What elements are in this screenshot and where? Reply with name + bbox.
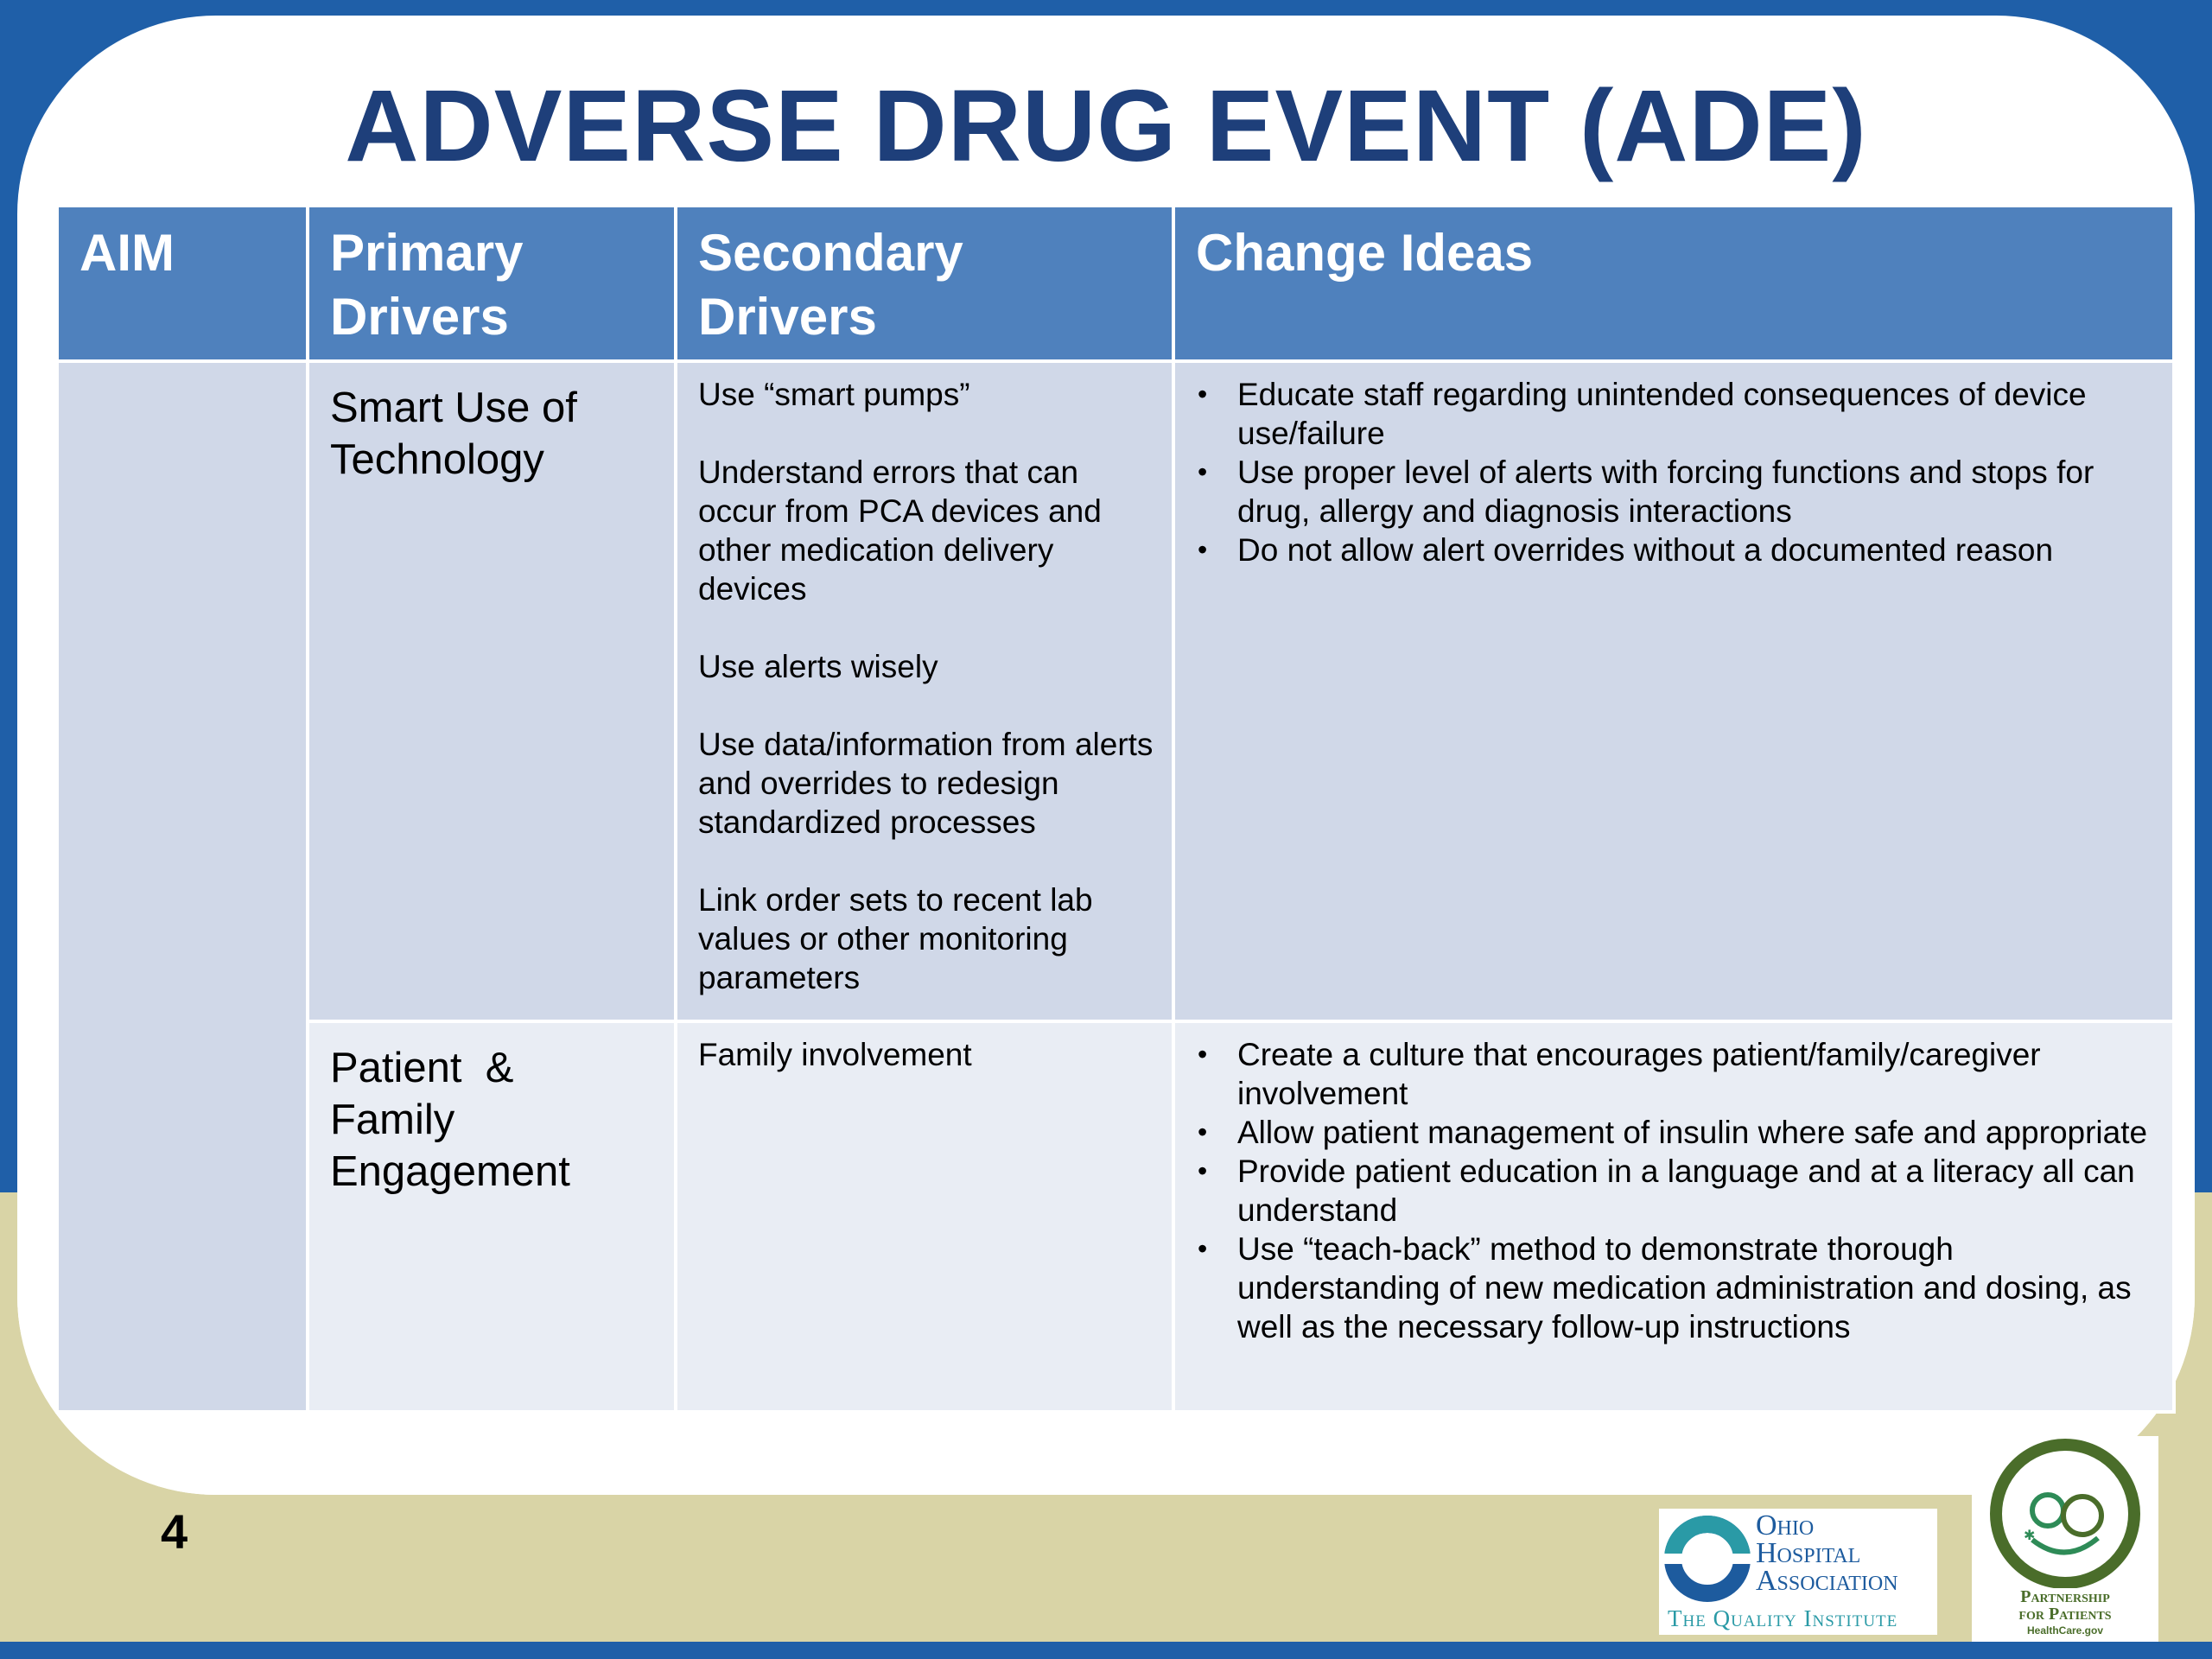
slide-title: ADVERSE DRUG EVENT (ADE): [345, 69, 1867, 183]
pfp-url: HealthCare.gov: [2026, 1624, 2104, 1637]
header-primary-drivers: [308, 206, 676, 361]
header-aim: AIM: [57, 206, 308, 361]
secondary-driver: Understand errors that can occur from PCA devices and other medication delivery devices: [698, 454, 1102, 607]
table-header-row: [57, 206, 2174, 361]
aim-cell: [57, 361, 308, 1412]
change-ideas-list: [1196, 375, 2155, 569]
oha-ring-icon: [1662, 1514, 1758, 1609]
secondary-driver: Use “smart pumps”: [698, 377, 970, 412]
secondary-drivers-cell: [676, 361, 1173, 1021]
primary-driver-line: Family: [330, 1096, 455, 1143]
change-ideas-list: [1196, 1035, 2155, 1346]
header-secondary-drivers: [676, 206, 1173, 361]
pfp-name-line: Partnership: [2020, 1587, 2110, 1606]
page-number: 4: [161, 1504, 188, 1559]
change-idea-item: • Provide patient education in a language and at a literacy all can understand: [1237, 1152, 2155, 1230]
partnership-for-patients-logo: [1972, 1436, 2158, 1642]
primary-driver-cell: [308, 1021, 676, 1412]
oha-name-line: Hospital: [1756, 1537, 1861, 1569]
header-primary-line1: Primary: [330, 224, 524, 282]
change-idea-item: • Educate staff regarding unintended consequences of device use/failure: [1237, 375, 2155, 453]
header-secondary-line2: Drivers: [698, 288, 877, 346]
pfp-name-line: for Patients: [2018, 1605, 2112, 1624]
change-idea-item: • Do not allow alert overrides without a documented reason: [1237, 531, 2155, 569]
change-ideas-cell: [1173, 1021, 2174, 1412]
pfp-name: [1972, 1588, 2158, 1623]
secondary-driver: Family involvement: [698, 1037, 972, 1072]
secondary-driver: Use data/information from alerts and overrides to redesign standardized processes: [698, 727, 1154, 840]
header-change-ideas: Change Ideas: [1173, 206, 2174, 361]
primary-driver-line: Technology: [330, 436, 544, 483]
change-idea-item: • Use “teach-back” method to demonstrate thorough understanding of new medication administration and dosing, as well as the necessary follow-up instructions: [1237, 1230, 2155, 1346]
primary-driver-cell: [308, 361, 676, 1021]
primary-driver-line: Smart Use of: [330, 385, 577, 431]
oha-name-line: Ohio: [1756, 1510, 1815, 1541]
header-secondary-line1: Secondary: [698, 224, 963, 282]
secondary-driver: Link order sets to recent lab values or other monitoring parameters: [698, 882, 1093, 995]
oha-name-line: Association: [1756, 1565, 1898, 1597]
oha-name: [1756, 1512, 1898, 1595]
change-ideas-cell: [1173, 361, 2174, 1021]
secondary-drivers-cell: [676, 1021, 1173, 1412]
ohio-hospital-association-logo: [1659, 1509, 1937, 1635]
primary-driver-line: Engagement: [330, 1148, 570, 1195]
hhs-seal-icon: [1972, 1436, 2158, 1588]
table-row: [57, 361, 2174, 1021]
header-primary-line2: Drivers: [330, 288, 509, 346]
secondary-driver: Use alerts wisely: [698, 649, 938, 684]
oha-subtitle: The Quality Institute: [1668, 1605, 1898, 1631]
primary-driver-line: Patient &: [330, 1045, 514, 1091]
change-idea-item: • Allow patient management of insulin where safe and appropriate: [1237, 1113, 2155, 1152]
change-idea-item: • Use proper level of alerts with forcing functions and stops for drug, allergy and diagnosis interactions: [1237, 453, 2155, 531]
svg-text:✱: ✱: [2024, 1527, 2036, 1543]
driver-diagram-table: [55, 204, 2176, 1414]
table-row: [57, 1021, 2174, 1412]
change-idea-item: • Create a culture that encourages patient/family/caregiver involvement: [1237, 1035, 2155, 1113]
